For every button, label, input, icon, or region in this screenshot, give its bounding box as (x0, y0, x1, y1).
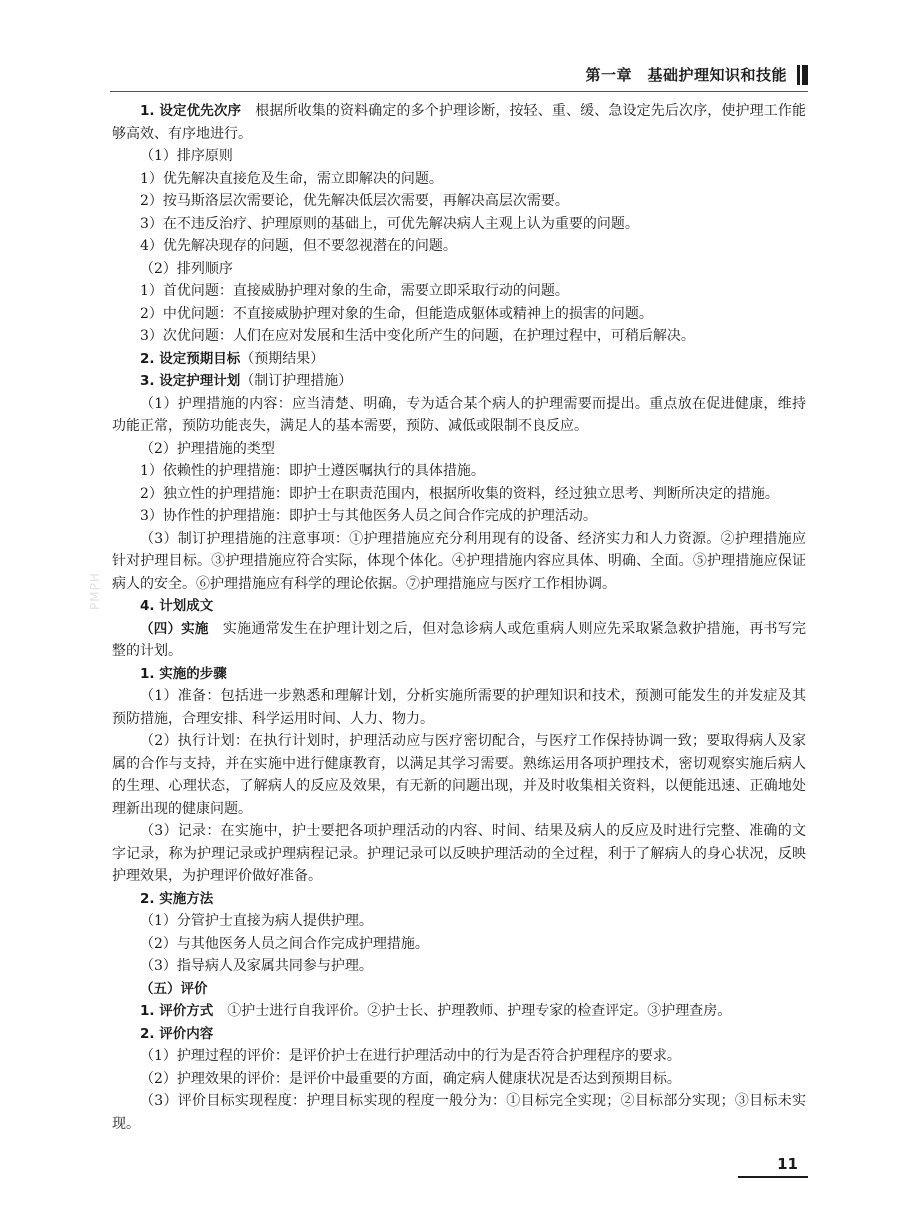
paragraph-text: 2）独立性的护理措施：即护士在职责范围内，根据所收集的资料，经过独立思考、判断所决定的措施。 (140, 485, 779, 502)
paragraph-text: （1）护理过程的评价：是评价护士在进行护理活动中的行为是否符合护理程序的要求。 (140, 1048, 681, 1064)
paragraph-heading: 2. 评价内容 (140, 1025, 214, 1042)
paragraph (112, 978, 806, 1001)
paragraph-heading: 2. 设定预期目标 (140, 350, 241, 367)
page-number: 11 (777, 1155, 798, 1173)
footer-divider (738, 1176, 808, 1178)
paragraph-heading: 1. 评价方式 (140, 1003, 214, 1019)
paragraph (112, 460, 806, 483)
paragraph (112, 325, 806, 348)
paragraph (112, 370, 806, 393)
paragraph (112, 528, 806, 596)
paragraph-heading: 4. 计划成文 (140, 598, 214, 614)
header-divider (110, 91, 808, 92)
paragraph (112, 1045, 806, 1068)
paragraph (112, 168, 806, 191)
paragraph-text: （2）护理效果的评价：是评价中最重要的方面，确定病人健康状况是否达到预期目标。 (140, 1070, 681, 1087)
chapter-title: 第一章 基础护理知识和技能 (585, 66, 787, 84)
paragraph (112, 888, 806, 911)
paragraph-text: 2）中优问题：不直接威胁护理对象的生命，但能造成躯体或精神上的损害的问题。 (140, 305, 653, 322)
paragraph (112, 438, 806, 461)
paragraph (112, 663, 806, 686)
paragraph-text: （预期结果） (240, 350, 325, 367)
paragraph-text: 根据所收集的资料确定的多个护理诊断，按轻、重、缓、急设定先后次序，使护理工作能够高效、有序地进行。 (112, 103, 806, 142)
page-body (112, 100, 806, 1135)
paragraph-text: （3）制订护理措施的注意事项：①护理措施应充分利用现有的设备、经济实力和人力资源。②护理措施应针对护理目标。③护理措施应符合实际，体现个体化。④护理措施内容应具体、明确、全面。⑤护理措施应保证病人的安全。⑥护理措施应有科学的理论依据。⑦护理措施应与医疗工作相协调。 (112, 530, 806, 592)
paragraph-text: （1）排序原则 (140, 148, 233, 164)
paragraph (112, 820, 806, 888)
paragraph-text: 1）优先解决直接危及生命，需立即解决的问题。 (140, 170, 443, 187)
paragraph-text: （制订护理措施） (240, 373, 353, 389)
paragraph-text: 3）协作性的护理措施：即护士与其他医务人员之间合作完成的护理活动。 (140, 508, 597, 524)
paragraph (112, 955, 806, 978)
paragraph (112, 258, 806, 281)
paragraph-text: （3）评价目标实现程度：护理目标实现的程度一般分为：①目标完全实现；②目标部分实现；③目标未实现。 (112, 1093, 806, 1132)
paragraph-text: 3）在不违反治疗、护理原则的基础上，可优先解决病人主观上认为重要的问题。 (140, 215, 639, 232)
paragraph (112, 1090, 806, 1135)
paragraph (112, 505, 806, 528)
paragraph-heading: 1. 实施的步骤 (140, 665, 227, 682)
paragraph-text: （2）排列顺序 (140, 260, 233, 277)
paragraph-heading: 2. 实施方法 (140, 890, 214, 907)
paragraph-text: （1）分管护士直接为病人提供护理。 (140, 913, 373, 929)
paragraph-text: 3）次优问题：人们在应对发展和生活中变化所产生的问题，在护理过程中，可稍后解决。 (140, 328, 695, 344)
paragraph-text: 1）依赖性的护理措施：即护士遵医嘱执行的具体措施。 (140, 463, 485, 479)
paragraph (112, 1000, 806, 1023)
paragraph-heading: （四）实施 (140, 620, 209, 637)
paragraph (112, 280, 806, 303)
paragraph (112, 618, 806, 663)
paragraph (112, 1068, 806, 1091)
paragraph (112, 933, 806, 956)
paragraph (112, 393, 806, 438)
page-footer (738, 1155, 808, 1178)
paragraph (112, 190, 806, 213)
paragraph-text: （1）准备：包括进一步熟悉和理解计划，分析实施所需要的护理知识和技术，预测可能发生的并发症及其预防措施，合理安排、科学运用时间、人力、物力。 (112, 688, 806, 727)
paragraph (112, 235, 806, 258)
paragraph-heading: 3. 设定护理计划 (140, 373, 241, 389)
paragraph (112, 348, 806, 371)
paragraph-text: （2）护理措施的类型 (140, 440, 275, 457)
paragraph-text: （1）护理措施的内容：应当清楚、明确，专为适合某个病人的护理需要而提出。重点放在促进健康，维持功能正常，预防功能丧失，满足人的基本需要，预防、减低或限制不良反应。 (112, 395, 806, 434)
paragraph (112, 483, 806, 506)
paragraph (112, 213, 806, 236)
header-bar-decoration (797, 65, 808, 85)
paragraph-text: 2）按马斯洛层次需要论，优先解决低层次需要，再解决高层次需要。 (140, 193, 569, 209)
paragraph-text: 1）首优问题：直接威胁护理对象的生命，需要立即采取行动的问题。 (140, 283, 569, 299)
paragraph-text: （2）执行计划：在执行计划时，护理活动应与医疗密切配合，与医疗工作保持协调一致；要取得病人及家属的合作与支持，并在实施中进行健康教育，以满足其学习需要。熟练运用各项护理技术，密切观察实施后病人的生理、心理状态，了解病人的反应及效果，有无新的问题出现，并及时收集相关资料，以便能迅速、正确地处理新出现的健康问题。 (112, 733, 806, 817)
paragraph (112, 685, 806, 730)
paragraph-text: （3）指导病人及家属共同参与护理。 (140, 958, 373, 974)
paragraph-text: 实施通常发生在护理计划之后，但对急诊病人或危重病人则应先采取紧急救护措施，再书写完整的计划。 (112, 620, 807, 659)
paragraph (112, 145, 806, 168)
paragraph-heading: 1. 设定优先次序 (140, 103, 242, 119)
paragraph-text: （3）记录：在实施中，护士要把各项护理活动的内容、时间、结果及病人的反应及时进行完整、准确的文字记录，称为护理记录或护理病程记录。护理记录可以反映护理活动的全过程，利于了解病人的身心状况，反映护理效果，为护理评价做好准备。 (112, 823, 806, 884)
paragraph-text: （2）与其他医务人员之间合作完成护理措施。 (140, 935, 429, 952)
paragraph (112, 303, 806, 326)
paragraph (112, 730, 806, 820)
paragraph (112, 1023, 806, 1046)
paragraph (112, 595, 806, 618)
paragraph-text: 4）优先解决现存的问题，但不要忽视潜在的问题。 (140, 238, 457, 254)
paragraph-text: ①护士进行自我评价。②护士长、护理教师、护理专家的检查评定。③护理查房。 (213, 1003, 732, 1019)
watermark: PMPH (88, 572, 102, 610)
running-header (585, 64, 808, 85)
paragraph-heading: （五）评价 (140, 980, 208, 997)
paragraph (112, 100, 806, 145)
paragraph (112, 910, 806, 933)
